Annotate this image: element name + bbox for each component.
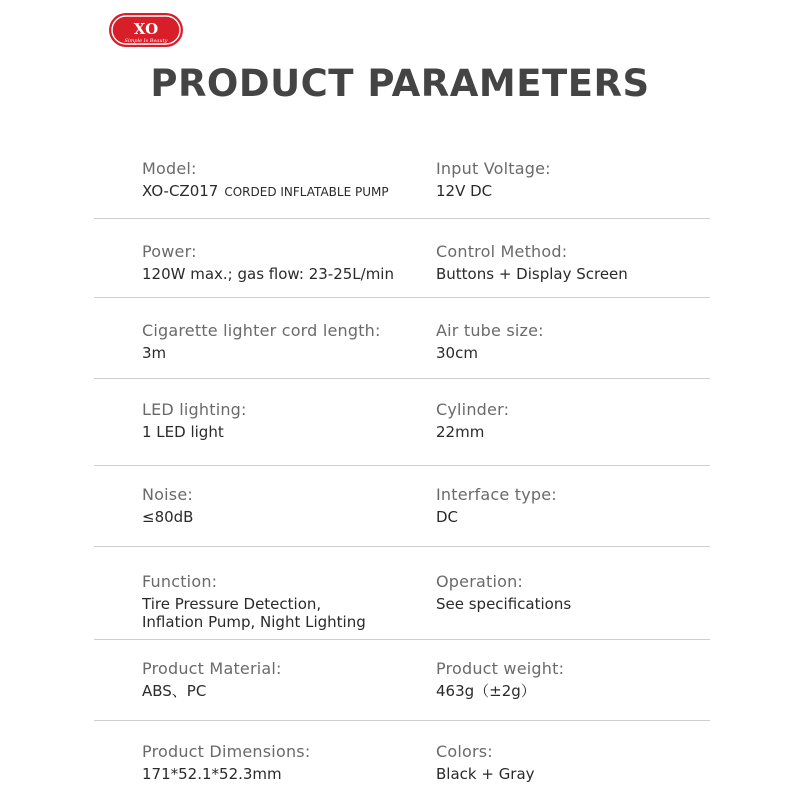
spec-label: Product Dimensions:: [142, 742, 311, 761]
spec-value: 22mm: [436, 423, 485, 441]
spec-cell-noise: [142, 484, 422, 526]
spec-row: [94, 640, 710, 721]
spec-cell-air-tube: [436, 320, 706, 362]
spec-row: [94, 466, 710, 547]
spec-value: [142, 182, 422, 201]
spec-label: Model:: [142, 159, 197, 178]
spec-value: 171*52.1*52.3mm: [142, 765, 282, 783]
spec-cell-cord-length: [142, 320, 422, 362]
spec-value: ≤80dB: [142, 508, 194, 526]
spec-cell-interface: [436, 484, 706, 526]
spec-cell-cylinder: [436, 399, 706, 441]
spec-cell-led: [142, 399, 422, 441]
spec-label: Colors:: [436, 742, 493, 761]
spec-value: 1 LED light: [142, 423, 224, 441]
spec-row: [94, 298, 710, 379]
page-title: PRODUCT PARAMETERS: [150, 62, 650, 105]
spec-label: Air tube size:: [436, 321, 544, 340]
spec-row: [94, 219, 710, 298]
spec-label: LED lighting:: [142, 400, 247, 419]
spec-label: Power:: [142, 242, 197, 261]
spec-cell-power: [142, 241, 422, 283]
spec-cell-colors: [436, 741, 706, 783]
model-name: CORDED INFLATABLE PUMP: [224, 185, 389, 199]
spec-label: Cigarette lighter cord length:: [142, 321, 381, 340]
spec-value: Black + Gray: [436, 765, 535, 783]
spec-label: Product weight:: [436, 659, 565, 678]
spec-label: Function:: [142, 572, 218, 591]
spec-row: [94, 148, 710, 219]
spec-cell-model: [142, 158, 422, 201]
spec-value: Tire Pressure Detection, Inflation Pump, Night Lighting: [142, 595, 366, 631]
model-code: XO-CZ017: [142, 182, 219, 200]
spec-label: Operation:: [436, 572, 524, 591]
spec-cell-operation: [436, 571, 706, 613]
spec-value: 30cm: [436, 344, 478, 362]
spec-value: DC: [436, 508, 459, 526]
logo-text: XO: [133, 20, 159, 38]
spec-value: 12V DC: [436, 182, 493, 200]
spec-cell-dimensions: [142, 741, 422, 783]
spec-value: ABS、PC: [142, 682, 207, 700]
spec-table: [94, 148, 710, 791]
spec-cell-weight: [436, 658, 706, 700]
spec-label: Interface type:: [436, 485, 557, 504]
spec-cell-material: [142, 658, 422, 700]
spec-row: [94, 379, 710, 466]
spec-label: Cylinder:: [436, 400, 510, 419]
spec-value: Buttons + Display Screen: [436, 265, 628, 283]
spec-value: 463g（±2g）: [436, 682, 536, 700]
spec-cell-input-voltage: [436, 158, 706, 200]
spec-value: 3m: [142, 344, 167, 362]
spec-label: Product Material:: [142, 659, 282, 678]
spec-cell-function: [142, 571, 422, 631]
spec-row: [94, 721, 710, 791]
spec-value: See specifications: [436, 595, 572, 613]
spec-label: Input Voltage:: [436, 159, 551, 178]
spec-cell-control-method: [436, 241, 706, 283]
logo-tagline: Simple Is Beauty: [124, 38, 168, 44]
spec-label: Control Method:: [436, 242, 568, 261]
spec-row: [94, 547, 710, 640]
brand-logo: [108, 12, 184, 48]
spec-value: 120W max.; gas flow: 23-25L/min: [142, 265, 394, 283]
spec-label: Noise:: [142, 485, 193, 504]
